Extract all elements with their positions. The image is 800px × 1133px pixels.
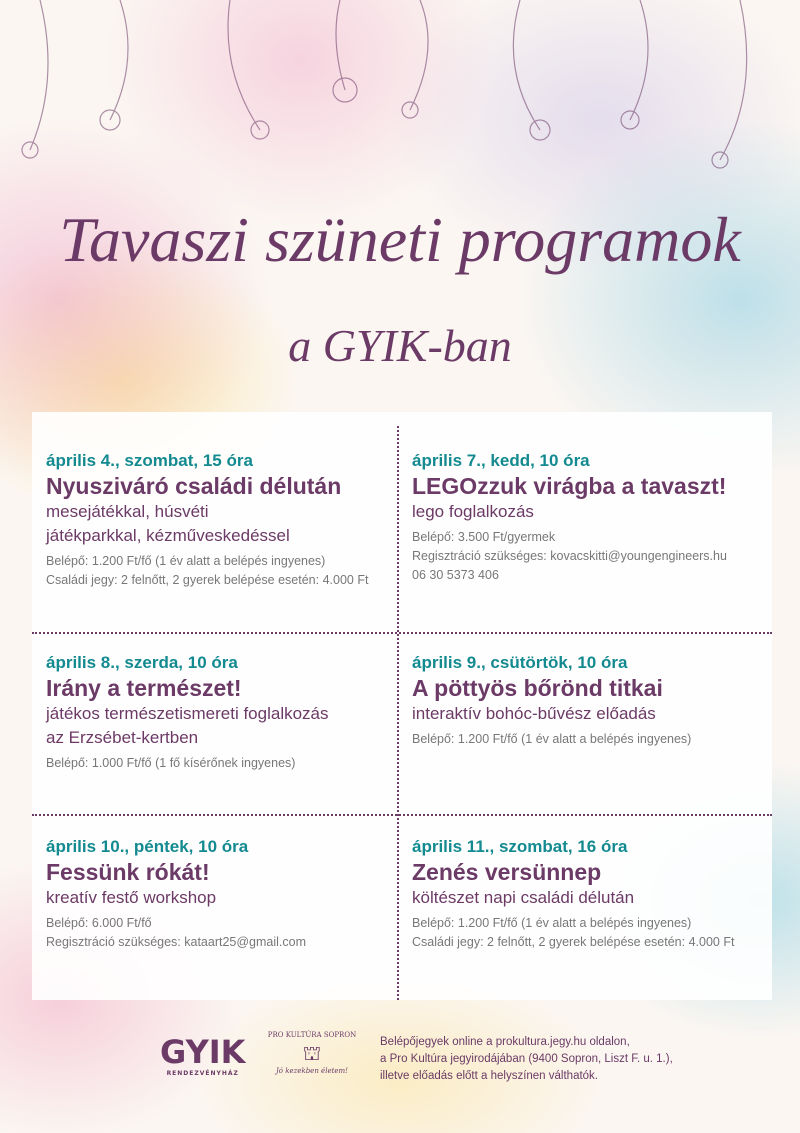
- event-info: Regisztráció szükséges: kataart25@gmail.com: [46, 935, 307, 949]
- event-name: LEGOzzuk virágba a tavaszt!: [412, 473, 727, 499]
- event-info: Belépő: 6.000 Ft/fő: [46, 916, 152, 930]
- event-desc: interaktív bohóc-bűvész előadás: [412, 704, 656, 723]
- poster-subtitle: a GYIK-ban: [288, 320, 512, 371]
- event-desc: játékparkkal, kézműveskedéssel: [46, 526, 290, 545]
- event-date: április 7., kedd, 10 óra: [412, 451, 590, 470]
- prokultura-logo-text: PRO KULTÚRA SOPRON: [267, 1031, 357, 1039]
- ticket-info-line: a Pro Kultúra jegyirodájában (9400 Sopron, Liszt F. u. 1.),: [380, 1053, 673, 1065]
- floral-decoration: [0, 0, 800, 200]
- event-info: Belépő: 1.200 Ft/fő (1 év alatt a belépés ingyenes): [412, 732, 692, 746]
- event-info: Családi jegy: 2 felnőtt, 2 gyerek belépése esetén: 4.000 Ft: [46, 573, 369, 587]
- ticket-info-line: illetve előadás előtt a helyszínen válthatók.: [380, 1070, 598, 1082]
- event-info: Belépő: 1.200 Ft/fő (1 év alatt a belépés ingyenes): [46, 554, 326, 568]
- event-card: [398, 450, 760, 585]
- poster-title: Tavaszi szüneti programok: [59, 204, 741, 275]
- building-icon: ⛫: [302, 1041, 322, 1065]
- event-info: Családi jegy: 2 felnőtt, 2 gyerek belépése esetén: 4.000 Ft: [412, 935, 735, 949]
- event-info: Belépő: 1.200 Ft/fő (1 év alatt a belépés ingyenes): [412, 916, 692, 930]
- event-desc: lego foglalkozás: [412, 502, 534, 521]
- event-date: április 4., szombat, 15 óra: [46, 451, 253, 470]
- gyik-logo-sub: RENDEZVÉNYHÁZ: [166, 1070, 239, 1077]
- prokultura-logo: [262, 1030, 362, 1076]
- events-panel: [32, 412, 772, 1000]
- ticket-info: [380, 1034, 673, 1085]
- prokultura-slogan: Jó kezekben életem!: [276, 1067, 348, 1075]
- event-desc: kreatív festő workshop: [46, 888, 217, 907]
- event-info: 06 30 5373 406: [412, 568, 499, 582]
- event-name: Nyusziváró családi délután: [46, 473, 342, 499]
- event-card: [398, 652, 760, 749]
- event-card: [32, 836, 394, 952]
- gyik-logo-text: GYIK: [160, 1033, 246, 1071]
- row-divider: [32, 814, 772, 816]
- event-card: [32, 652, 394, 773]
- gyik-logo: [160, 1034, 245, 1078]
- event-name: A pöttyös bőrönd titkai: [412, 675, 663, 701]
- event-date: április 10., péntek, 10 óra: [46, 837, 249, 856]
- event-card: [398, 836, 760, 952]
- event-date: április 11., szombat, 16 óra: [412, 837, 628, 856]
- event-date: április 9., csütörtök, 10 óra: [412, 653, 628, 672]
- event-name: Fessünk rókát!: [46, 859, 210, 885]
- ticket-info-line: Belépőjegyek online a prokultura.jegy.hu oldalon,: [380, 1036, 630, 1048]
- event-info: Belépő: 1.000 Ft/fő (1 fő kísérőnek ingyenes): [46, 756, 296, 770]
- event-date: április 8., szerda, 10 óra: [46, 653, 238, 672]
- row-divider: [32, 632, 772, 634]
- event-desc: költészet napi családi délután: [412, 888, 635, 907]
- event-desc: mesejátékkal, húsvéti: [46, 502, 209, 521]
- event-info: Belépő: 3.500 Ft/gyermek: [412, 530, 556, 544]
- event-desc: játékos természetismereti foglalkozás: [46, 704, 329, 723]
- event-name: Zenés versünnep: [412, 859, 602, 885]
- event-desc: az Erzsébet-kertben: [46, 728, 199, 747]
- event-info: Regisztráció szükséges: kovacskitti@youngengineers.hu: [412, 549, 727, 563]
- event-card: [32, 450, 394, 590]
- event-name: Irány a természet!: [46, 675, 242, 701]
